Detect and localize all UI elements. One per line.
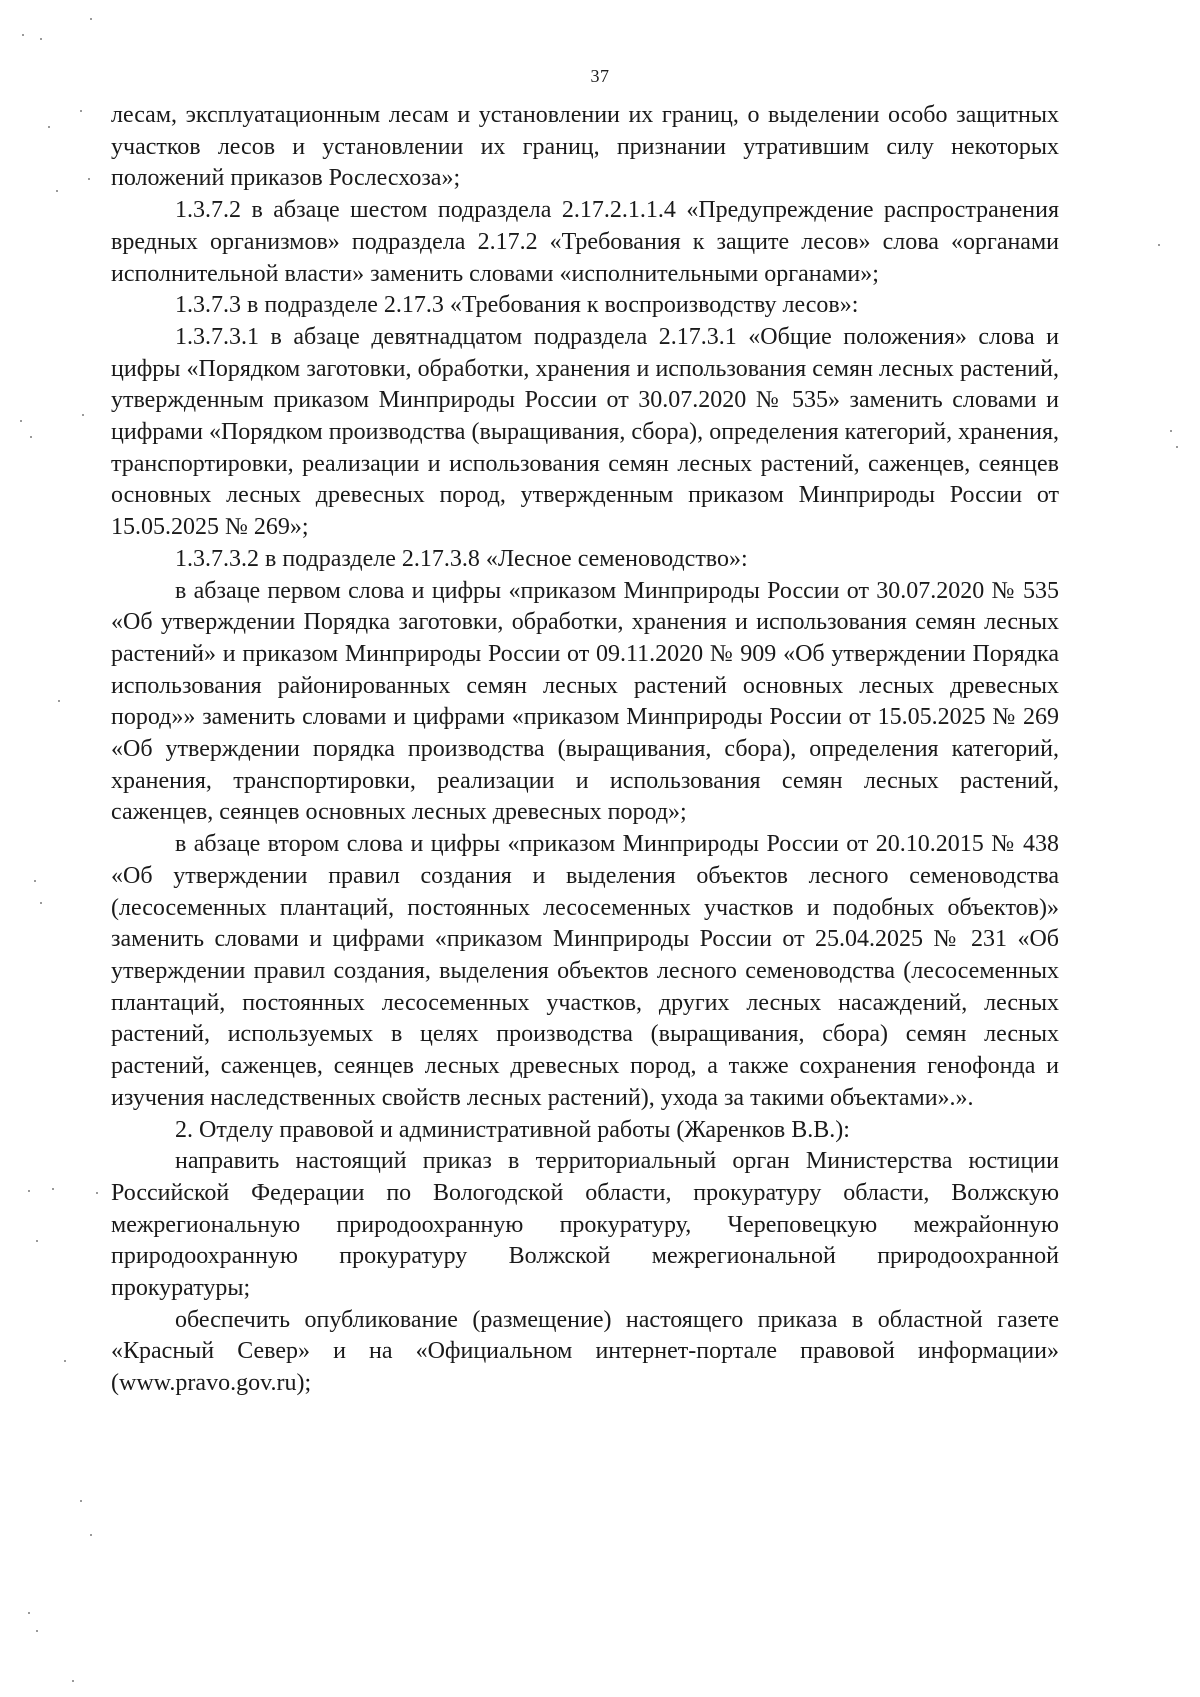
paragraph: лесам, эксплуатационным лесам и установлении их границ, о выделении особо защитных участков лесов и установлении их границ, признании утратившим силу некоторых положений приказов Рослесхоза»;: [111, 102, 1059, 192]
paragraph: в абзаце втором слова и цифры «приказом Минприроды России от 20.10.2015 № 438 «Об утверждении правил создания и выделения объектов лесного семеноводства (лесосеменных плантаций, постоянных лесосеменных участков и подобных объектов)» заменить словами и цифрами «приказом Минприроды России от 25.04.2025 № 231 «Об утверждении правил создания, выделения объектов лесного семеноводства (лесосеменных плантаций, постоянных лесосеменных участков, других лесных насаждений, лесных растений, используемых в целях производства (выращивания, сбора) семян лесных растений, саженцев, сеянцев лесных древесных пород, а также сохранения генофонда и изучения наследственных свойств лесных растений), ухода за такими объектами».».: [111, 831, 1059, 1111]
paragraph: 1.3.7.2 в абзаце шестом подраздела 2.17.2.1.1.4 «Предупреждение распространения вредных организмов» подраздела 2.17.2 «Требования к защите лесов» слова «органами исполнительной власти» заменить словами «исполнительными органами»;: [111, 197, 1059, 287]
paragraph: 1.3.7.3.1 в абзаце девятнадцатом подраздела 2.17.3.1 «Общие положения» слова и цифры «Порядком заготовки, обработки, хранения и использования семян лесных растений, утвержденным приказом Минприроды России от 30.07.2020 № 535» заменить словами и цифрами «Порядком производства (выращивания, сбора), определения категорий, хранения, транспортировки, реализации и использования семян лесных растений, саженцев, сеянцев основных лесных древесных пород, утвержденным приказом Минприроды России от 15.05.2025 № 269»;: [111, 323, 1059, 541]
paragraph: 1.3.7.3 в подразделе 2.17.3 «Требования к воспроизводству лесов»:: [175, 292, 859, 319]
document-body: [111, 100, 1059, 1400]
paragraph: обеспечить опубликование (размещение) настоящего приказа в областной газете «Красный Север» и на «Официальном интернет-портале правовой информации» (www.pravo.gov.ru);: [111, 1306, 1059, 1397]
page-number: 37: [590, 66, 610, 86]
paragraph: в абзаце первом слова и цифры «приказом Минприроды России от 30.07.2020 № 535 «Об утверждении Порядка заготовки, обработки, хранения и использования семян лесных растений» и приказом Минприроды России от 09.11.2020 № 909 «Об утверждении Порядка использования районированных семян лесных растений основных лесных древесных пород»» заменить словами и цифрами «приказом Минприроды России от 15.05.2025 № 269 «Об утверждении порядка производства (выращивания, сбора), определения категорий, хранения, транспортировки, реализации и использования семян лесных растений, саженцев, сеянцев основных лесных древесных пород»;: [111, 577, 1059, 826]
paragraph: 2. Отделу правовой и административной работы (Жаренков В.В.):: [175, 1116, 850, 1143]
paragraph: 1.3.7.3.2 в подразделе 2.17.3.8 «Лесное семеноводство»:: [175, 545, 748, 572]
paragraph: направить настоящий приказ в территориальный орган Министерства юстиции Российской Федерации по Вологодской области, прокуратуру области, Волжскую межрегиональную природоохранную прокуратуру, Череповецкую межрайонную природоохранную прокуратуру Волжской межрегиональной природоохранной прокуратуры;: [111, 1148, 1059, 1302]
